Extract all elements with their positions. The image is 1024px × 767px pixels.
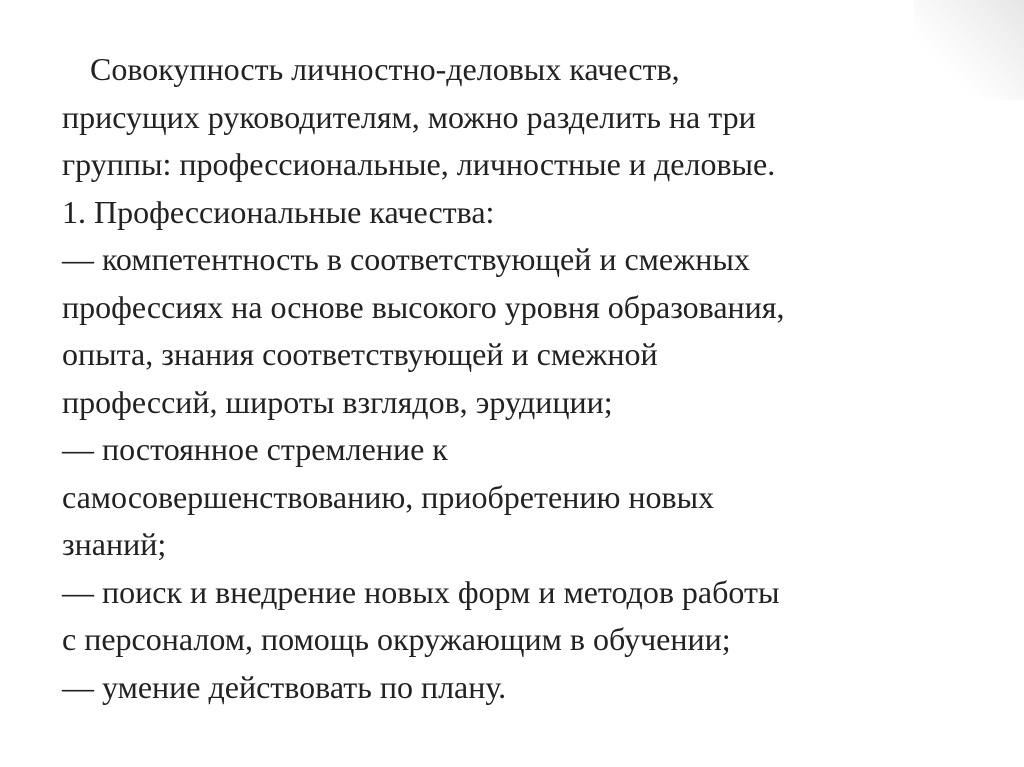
text-line: профессиях на основе высокого уровня образования, <box>62 288 785 325</box>
text-line: Совокупность личностно-деловых качеств, <box>90 51 680 87</box>
text-line: опыта, знания соответствующей и смежной <box>62 336 658 372</box>
text-line: самосовершенствованию, приобретению новых <box>62 478 715 515</box>
body-text <box>62 46 992 711</box>
text-line: с персоналом, помощь окружающим в обучении; <box>62 621 731 657</box>
text-line: профессий, широты взглядов, эрудиции; <box>62 383 613 420</box>
text-line: 1. Профессиональные качества: <box>62 193 495 230</box>
text-line: — компетентность в соответствующей и смежных <box>62 241 750 277</box>
text-line: — постоянное стремление к <box>62 431 448 467</box>
text-line: группы: профессиональные, личностные и деловые. <box>62 146 776 182</box>
text-line: присущих руководителям, можно разделить на три <box>62 98 756 135</box>
text-line: знаний; <box>62 526 167 562</box>
text-line: — умение действовать по плану. <box>62 668 507 705</box>
text-line: — поиск и внедрение новых форм и методов работы <box>62 573 780 610</box>
